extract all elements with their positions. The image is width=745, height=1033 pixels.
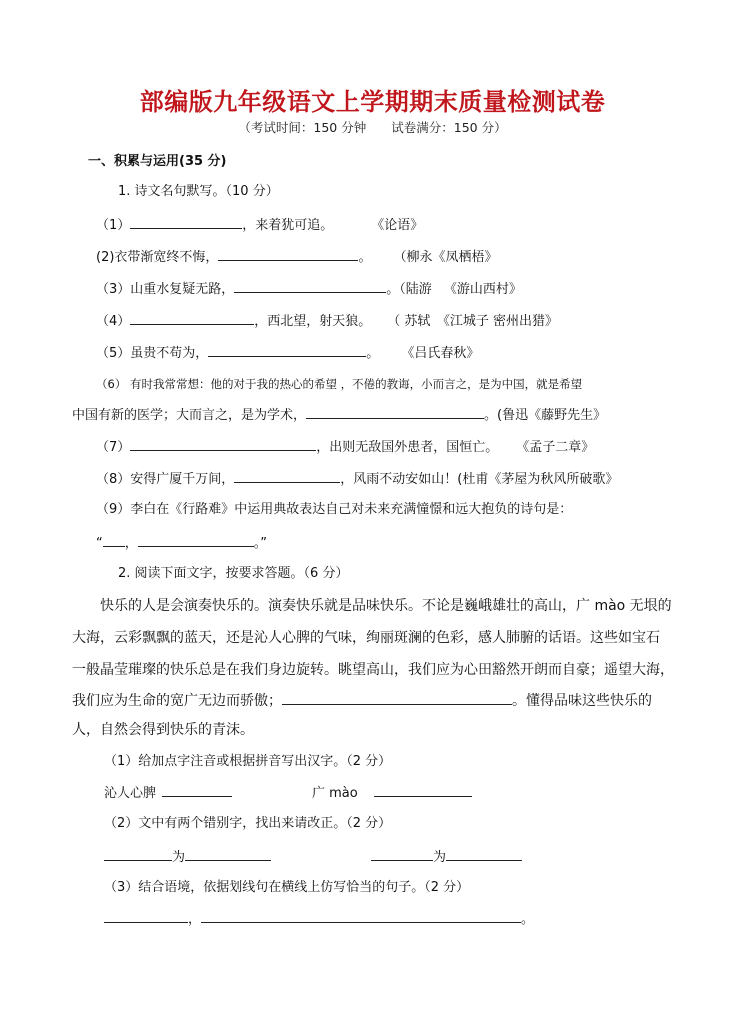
item-number: （7） [96,440,131,455]
item-source: 《吕氏春秋》 [401,346,480,361]
item-number: (2) [96,250,115,265]
exam-info: （考试时间：150 分钟 试卷满分：150 分） [238,120,507,135]
word-label: 广 mào [312,786,358,801]
item-number: （9） [96,502,131,517]
sub-question-3-answers [104,908,534,930]
q1-item-7 [96,436,594,458]
q1-item-9-answer [96,532,267,554]
q1-item-5 [96,342,479,364]
answer-blank[interactable] [130,214,242,229]
sub-question-1-answers [104,782,472,804]
item-text: ，西北望，射天狼。 [254,314,372,329]
item-number: （1） [96,218,131,233]
item-text: ，风雨不动安如山！(杜甫《茅屋为秋风所破歌》 [340,472,619,487]
word-label: 沁人心脾 [104,786,157,801]
item-number: （4） [96,314,131,329]
answer-blank[interactable] [282,690,512,705]
item-source: 《论语》 [371,218,424,233]
answer-blank[interactable] [374,782,472,797]
close-quote: 。” [253,536,268,551]
passage-line: 快乐的人是会演奏快乐的。演奏快乐就是品味快乐。不论是巍峨雄壮的高山，广 mào 无垠的 [100,598,672,614]
page-title: 部编版九年级语文上学期期末质量检测试卷 [139,87,606,116]
answer-blank[interactable] [201,908,521,923]
item-number: （8） [96,472,131,487]
answer-blank[interactable] [371,846,433,861]
answer-blank[interactable] [306,404,484,419]
answer-blank[interactable] [185,846,271,861]
answer-blank[interactable] [103,532,125,547]
answer-blank[interactable] [104,908,188,923]
passage-line: 人，自然会得到快乐的青沫。 [72,722,254,738]
correction-word: 为 [433,850,447,865]
sub-question-2: （2）文中有两个错别字，找出来请改正。（2 分） [104,816,392,831]
answer-blank[interactable] [218,246,358,261]
section-heading: 一、积累与运用(35 分) [88,154,227,169]
item-text: 。 [366,346,380,361]
answer-blank[interactable] [104,846,172,861]
comma: ， [124,536,138,551]
answer-blank[interactable] [208,342,366,357]
item-source: （柳永《凤栖梧》 [393,250,498,265]
q1-item-8 [96,468,618,490]
passage-text: 我们应为生命的宽广无边而骄傲； [72,693,282,709]
item-text: ，出则无敌国外患者，国恒亡。 [316,440,499,455]
question-1-heading: 1. 诗文名句默写。（10 分） [118,184,279,199]
passage-line: 大海，云彩飘飘的蓝天，还是沁人心脾的气味，绚丽斑澜的色彩，感人肺腑的话语。这些如宝石 [72,630,660,646]
item-text: ，来着犹可追。 [242,218,334,233]
item-source: 《游山西村》 [443,282,522,297]
correction-word: 为 [172,850,186,865]
q1-item-4 [96,310,558,332]
item-text: 李白在《行路难》中运用典故表达自己对未来充满憧憬和远大抱负的诗句是： [130,502,573,517]
answer-blank[interactable] [162,782,232,797]
item-source: （ 苏轼 《江城子 密州出猎》 [387,314,559,329]
item-text: 虽贵不苟为， [130,346,209,361]
sub-question-3: （3）结合语境，依据划线句在横线上仿写恰当的句子。（2 分） [104,880,470,895]
q1-item-2 [96,246,497,268]
q1-item-6-line1: （6） 有时我常常想：他的对于我的热心的希望 ，不倦的教诲，小而言之，是为中国，就是希望 [96,377,583,391]
item-number: （5） [96,346,131,361]
passage-line [72,690,652,711]
sub-question-1: （1）给加点字注音或根据拼音写出汉字。（2 分） [104,754,392,769]
item-text: 。（陆游 [386,282,432,297]
period: 。 [521,912,535,927]
question-2-heading: 2. 阅读下面文字，按要求答题。（6 分） [118,566,349,581]
item-text: 。 [358,250,372,265]
open-quote: “ [96,536,103,551]
answer-blank[interactable] [130,310,254,325]
item-text: 安得广厦千万间， [130,472,235,487]
item-text: 中国有新的医学；大而言之，是为学术， [72,408,307,423]
item-text: 山重水复疑无路， [130,282,235,297]
passage-text: 。懂得品味这些快乐的 [512,693,652,709]
item-source: 。(鲁迅《藤野先生》 [484,408,607,423]
answer-blank[interactable] [234,278,386,293]
answer-blank[interactable] [138,532,254,547]
comma: ， [188,912,202,927]
q1-item-9 [96,500,572,520]
q1-item-3 [96,278,522,300]
q1-item-6-line2 [72,404,606,426]
answer-blank[interactable] [446,846,522,861]
passage-line: 一般晶莹璀璨的快乐总是在我们身边旋转。眺望高山，我们应为心田豁然开朗而自豪；遥望大海， [72,662,674,678]
item-text: 衣带渐宽终不悔， [114,250,219,265]
answer-blank[interactable] [234,468,340,483]
answer-blank[interactable] [130,436,316,451]
item-source: 《孟子二章》 [516,440,595,455]
sub-question-2-answers [104,846,522,868]
item-number: （3） [96,282,131,297]
q1-item-1 [96,214,423,236]
